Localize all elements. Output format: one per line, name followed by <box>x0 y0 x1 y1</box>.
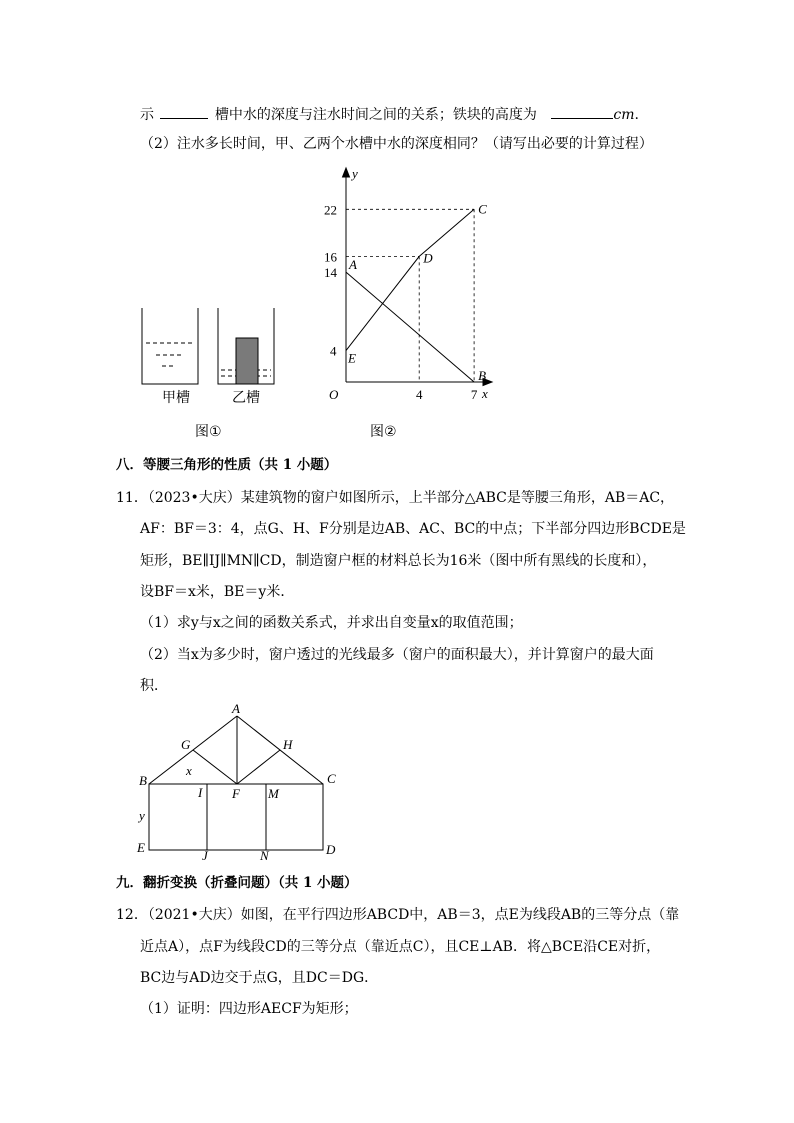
tank-b-label: 乙槽 <box>232 390 260 406</box>
top-line-lead: 示 <box>140 107 154 123</box>
label-M: M <box>268 786 279 801</box>
q11-sub-2b: 积． <box>140 678 168 694</box>
figure-1-caption: 图① <box>195 424 222 440</box>
y-tick-22: 22 <box>324 202 337 218</box>
section-8-heading: 八．等腰三角形的性质（共 1 小题） <box>116 457 338 473</box>
unit-cm: cm <box>613 107 635 123</box>
label-C: C <box>327 771 336 786</box>
section-9-heading: 九．翻折变换（折叠问题）（共 1 小题） <box>116 875 358 891</box>
x-tick-7: 7 <box>470 387 478 402</box>
top-line <box>140 104 639 125</box>
label-I: I <box>198 785 203 800</box>
y-axis-arrow <box>343 168 350 177</box>
figure-3-window <box>130 700 360 865</box>
q12-line-2: 近点A），点F为线段CD的三等分点（靠近点C），且CE⊥AB．将△BCE沿CE对折， <box>140 939 661 955</box>
edge-GF <box>193 750 237 784</box>
origin-label: O <box>329 387 339 402</box>
tank-a-outline <box>142 308 198 384</box>
y-axis-label: y <box>352 166 358 181</box>
q11-line-2: AF：BF＝3：4，点G、H、F分别是边AB、AC、BC的中点；下半部分四边形BCDE是 <box>140 521 686 537</box>
label-D: D <box>326 842 336 857</box>
point-B-label: B <box>478 368 487 383</box>
line-AB <box>346 272 474 382</box>
point-A-label: A <box>349 257 357 273</box>
top-line-end: . <box>634 107 639 123</box>
q12-sub-1: （1）证明：四边形AECF为矩形； <box>140 1001 358 1017</box>
q11-line-1: 11．（2023•大庆）某建筑物的窗户如图所示，上半部分△ABC是等腰三角形，AB＝AC， <box>116 490 675 506</box>
point-E-label: E <box>348 350 356 366</box>
q12-line-3: BC边与AD边交于点G，且DC＝DG． <box>140 970 379 986</box>
question-2: （2）注水多长时间，甲、乙两个水槽中水的深度相同？（请写出必要的计算过程） <box>140 136 653 152</box>
q12-line-1: 12．（2021•大庆）如图，在平行四边形ABCD中，AB＝3，点E为线段AB的三等分点（靠 <box>116 907 680 923</box>
answer-blank-2[interactable] <box>551 104 613 119</box>
x-tick-4: 4 <box>415 387 423 402</box>
answer-blank-1[interactable] <box>160 104 208 119</box>
label-B: B <box>139 773 147 788</box>
point-C-label: C <box>478 201 487 217</box>
y-tick-16: 16 <box>324 249 337 265</box>
edge-HF <box>237 750 280 784</box>
label-J: J <box>202 848 208 863</box>
y-tick-4: 4 <box>330 343 337 359</box>
q11-line-4: 设BF＝x米，BE＝y米． <box>140 584 295 600</box>
q11-sub-2a: （2）当x为多少时，窗户透过的光线最多（窗户的面积最大），并计算窗户的最大面 <box>140 647 654 663</box>
label-E: E <box>137 840 145 855</box>
figure-2-graph <box>310 160 510 410</box>
label-G: G <box>181 737 191 752</box>
label-F: F <box>232 786 240 801</box>
figure-1-tanks <box>130 300 290 440</box>
top-line-middle: 槽中水的深度与注水时间之间的关系；铁块的高度为 <box>214 107 537 123</box>
figure-2-caption: 图② <box>370 424 397 440</box>
label-A: A <box>232 701 240 716</box>
q11-line-3: 矩形，BE∥IJ∥MN∥CD，制造窗户框的材料总长为16米（图中所有黑线的长度和）， <box>140 553 657 569</box>
label-H: H <box>283 737 293 752</box>
iron-block <box>236 338 258 384</box>
y-tick-14: 14 <box>324 265 337 281</box>
polyline-EDC <box>346 209 474 350</box>
label-y: y <box>139 808 145 823</box>
label-x: x <box>186 763 192 778</box>
q11-sub-1: （1）求y与x之间的函数关系式，并求出自变量x的取值范围； <box>140 615 523 631</box>
point-D-label: D <box>423 250 433 266</box>
x-axis-label: x <box>482 386 488 401</box>
tank-a-label: 甲槽 <box>162 390 190 406</box>
label-N: N <box>260 848 269 863</box>
